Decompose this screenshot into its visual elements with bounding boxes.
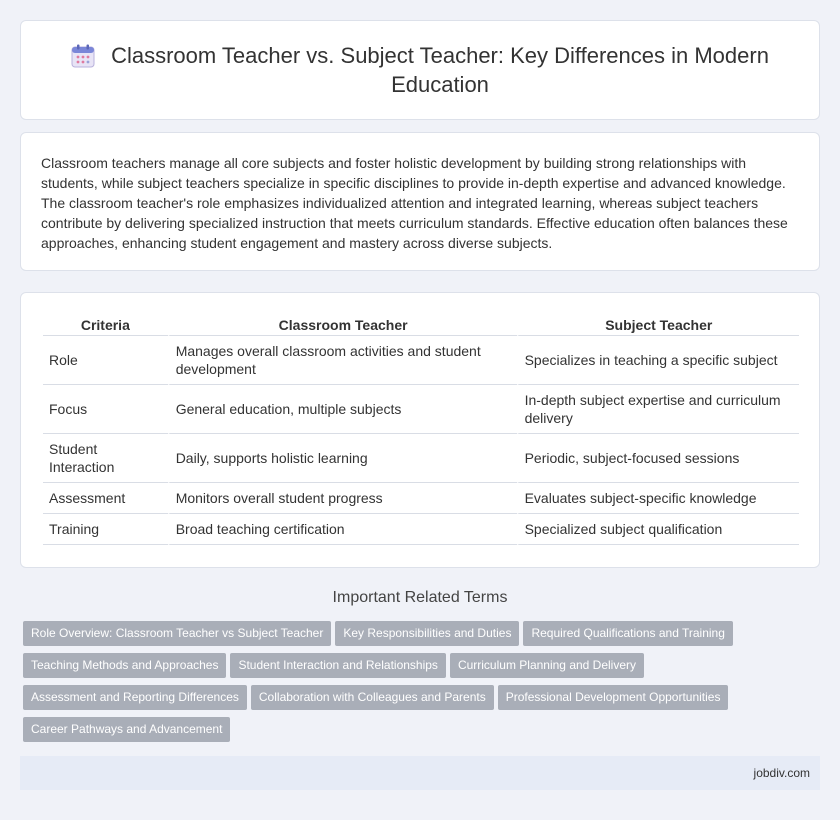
summary-text: Classroom teachers manage all core subjects and foster holistic development by building strong relationships with students, while subject teachers specialize in specific disciplines to provide in-depth expertise and advanced knowledge. The classroom teacher's role emphasizes individualized attention and integrated learning, whereas subject teachers contribute by delivering specialized instruction that meets curriculum standards. Effective education often balances these approaches, enhancing student engagement and mastery across diverse subjects.	[41, 155, 788, 251]
title-wrap	[70, 41, 770, 99]
header-classroom-teacher: Classroom Teacher	[168, 313, 517, 336]
cell-classroom: General education, multiple subjects	[168, 385, 517, 434]
cell-subject: Evaluates subject-specific knowledge	[517, 483, 799, 514]
header-criteria: Criteria	[43, 313, 168, 336]
related-term-tag[interactable]: Required Qualifications and Training	[523, 621, 732, 646]
cell-classroom: Manages overall classroom activities and student development	[168, 336, 517, 385]
cell-classroom: Monitors overall student progress	[168, 483, 517, 514]
related-term-tag[interactable]: Teaching Methods and Approaches	[23, 653, 226, 678]
summary-card	[20, 132, 820, 271]
page-title: Classroom Teacher vs. Subject Teacher: Key Differences in Modern Education	[111, 43, 769, 97]
table-row	[43, 483, 799, 514]
table-row	[43, 385, 799, 434]
cell-subject: Specialized subject qualification	[517, 514, 799, 545]
cell-classroom: Broad teaching certification	[168, 514, 517, 545]
table-row	[43, 514, 799, 545]
related-term-tag[interactable]: Professional Development Opportunities	[498, 685, 729, 710]
related-term-tag[interactable]: Career Pathways and Advancement	[23, 717, 230, 742]
title-card	[20, 20, 820, 120]
cell-classroom: Daily, supports holistic learning	[168, 434, 517, 483]
calendar-icon	[70, 43, 96, 69]
related-term-tag[interactable]: Role Overview: Classroom Teacher vs Subject Teacher	[23, 621, 331, 646]
cell-subject: Specializes in teaching a specific subject	[517, 336, 799, 385]
related-terms-title: Important Related Terms	[332, 589, 508, 606]
related-term-tag[interactable]: Key Responsibilities and Duties	[335, 621, 519, 646]
header-subject-teacher: Subject Teacher	[517, 313, 799, 336]
related-term-tag[interactable]: Assessment and Reporting Differences	[23, 685, 247, 710]
table-header-row	[43, 313, 799, 336]
table-row	[43, 434, 799, 483]
comparison-table	[43, 313, 799, 545]
related-term-tag[interactable]: Student Interaction and Relationships	[230, 653, 445, 678]
related-term-tag[interactable]: Collaboration with Colleagues and Parents	[251, 685, 494, 710]
footer	[20, 756, 820, 790]
table-row	[43, 336, 799, 385]
cell-subject: In-depth subject expertise and curriculum delivery	[517, 385, 799, 434]
cell-subject: Periodic, subject-focused sessions	[517, 434, 799, 483]
related-term-tag[interactable]: Curriculum Planning and Delivery	[450, 653, 644, 678]
comparison-card	[20, 292, 820, 568]
cell-criteria: Role	[43, 336, 168, 385]
cell-criteria: Focus	[43, 385, 168, 434]
cell-criteria: Assessment	[43, 483, 168, 514]
related-terms-list	[23, 621, 823, 749]
footer-site-link[interactable]: jobdiv.com	[753, 766, 810, 780]
cell-criteria: Student Interaction	[43, 434, 168, 483]
cell-criteria: Training	[43, 514, 168, 545]
